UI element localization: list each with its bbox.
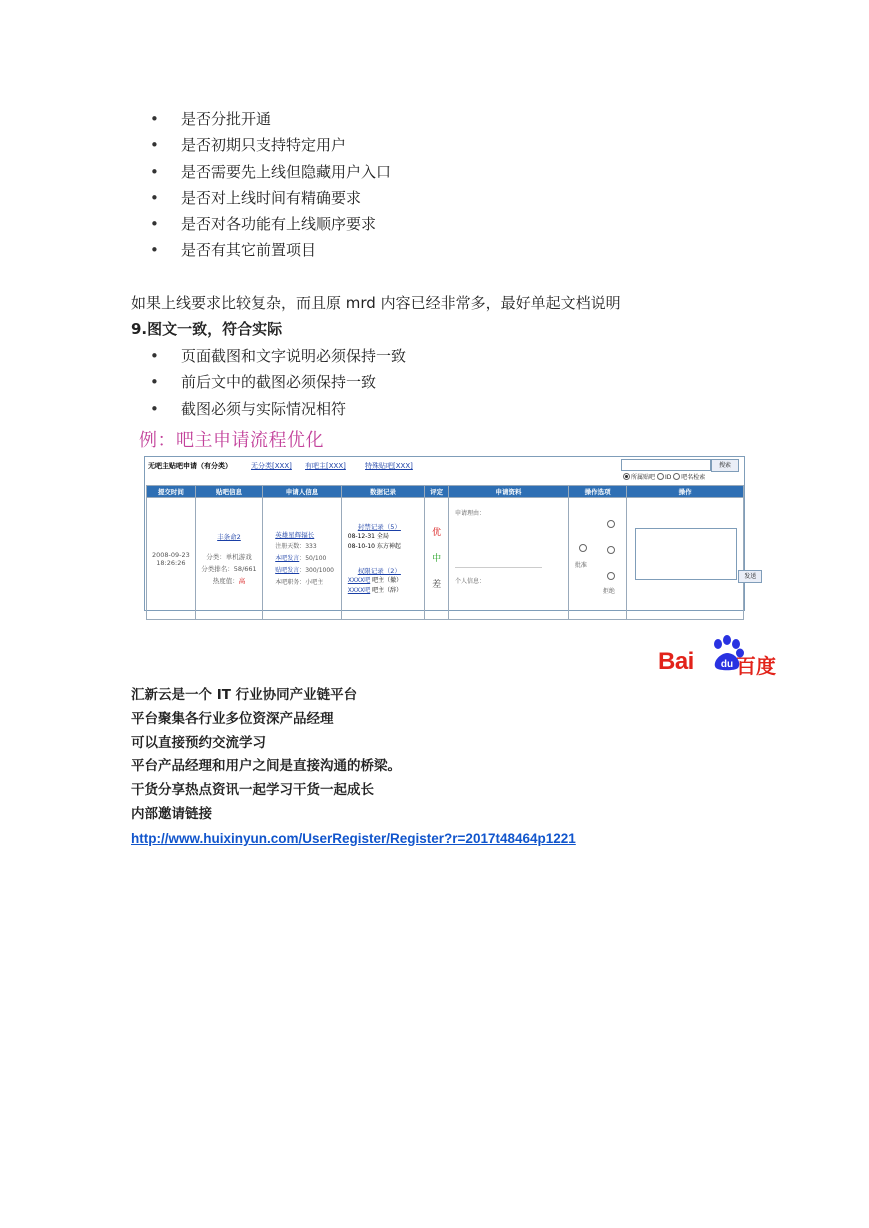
column-header: 评定 <box>425 486 449 498</box>
filter-link-has-owner[interactable]: 有吧主[XXX] <box>305 462 346 470</box>
posts-link[interactable]: 本吧发言 <box>275 554 300 562</box>
options-cell: 批准 拒绝 <box>568 498 626 620</box>
promo-line: 可以直接预约交流学习 <box>131 734 266 751</box>
column-header: 操作选项 <box>568 486 626 498</box>
perm-record-link[interactable]: 权限记录（2） <box>357 566 401 575</box>
search-input[interactable] <box>621 459 711 471</box>
promo-line: 内部邀请链接 <box>131 805 212 822</box>
invite-link[interactable]: http://www.huixinyun.com/UserRegister/Register?r=2017t48464p1221 <box>131 830 576 846</box>
promo-block <box>131 684 576 852</box>
message-textarea[interactable] <box>635 528 737 580</box>
search-button[interactable]: 搜索 <box>711 459 739 472</box>
example-title: 例：吧主申请流程优化 <box>139 430 324 451</box>
filter-link-special[interactable]: 特殊贴吧[XXX] <box>365 462 413 470</box>
search-scope-radios[interactable]: 所属贴吧 ID 吧名检索 <box>623 472 705 481</box>
list-item: • 是否有其它前置项目 <box>150 237 391 263</box>
column-header: 贴吧信息 <box>195 486 262 498</box>
table-header-row <box>147 486 744 498</box>
column-header: 申请资料 <box>448 486 568 498</box>
bar-posts-link[interactable]: 贴吧发言 <box>275 566 300 574</box>
records-cell: 封禁记录（5） 08-12-31 全局 08-10-10 东方神起 权限记录（2） XXXX吧 吧主（撤） XXXX吧 吧主（辞） <box>341 498 424 620</box>
promo-line: 平台产品经理和用户之间是直接沟通的桥梁。 <box>131 758 401 775</box>
option-radio[interactable] <box>607 520 615 528</box>
send-button[interactable]: 发送 <box>738 570 762 583</box>
filter-link-no-category[interactable]: 无分类[XXX] <box>251 462 292 470</box>
radio-icon[interactable] <box>623 473 630 480</box>
list-item: • 是否对上线时间有精确要求 <box>150 185 391 211</box>
rating-cell <box>425 498 449 620</box>
list-item: • 是否对各功能有上线顺序要求 <box>150 211 391 237</box>
table-row <box>147 498 744 620</box>
bar-name-link[interactable]: 丰条命2 <box>217 532 241 541</box>
baidu-chinese-text: 百度 <box>736 654 776 678</box>
list-item: • 是否需要先上线但隐藏用户入口 <box>150 159 391 185</box>
baidu-latin-text: Bai <box>658 648 694 675</box>
example-screenshot <box>144 456 757 611</box>
column-header: 数据记录 <box>341 486 424 498</box>
list-item: • 是否初期只支持特定用户 <box>150 132 391 158</box>
bullet-list-screenshots <box>150 343 406 422</box>
list-item: • 页面截图和文字说明必须保持一致 <box>150 343 406 369</box>
applicant-cell: 英雄星辉辐长 注册天数：333 本吧发言：50/100 贴吧发言：300/1000 本吧职务：小吧主 <box>263 498 342 620</box>
approve-radio[interactable] <box>579 544 587 552</box>
action-cell <box>627 498 757 620</box>
promo-line: 汇新云是一个 IT 行业协同产业链平台 <box>131 687 358 703</box>
screenshot-title: 无吧主贴吧申请（有分类） <box>148 462 232 470</box>
list-item: • 前后文中的截图必须保持一致 <box>150 369 406 395</box>
column-header: 提交时间 <box>147 486 196 498</box>
bullet-list-launch <box>150 106 391 264</box>
list-item: • 截图必须与实际情况相符 <box>150 396 406 422</box>
list-item: • 是否分批开通 <box>150 106 391 132</box>
rating-bad[interactable]: 差 <box>432 579 442 590</box>
rating-mid[interactable]: 中 <box>432 553 442 564</box>
column-header: 申请人信息 <box>263 486 342 498</box>
application-info-cell: 申请理由： 个人信息： <box>448 498 568 620</box>
bar-info-cell: 丰条命2 分类：单机游戏 分类排名：58/661 热度值：高 <box>195 498 262 620</box>
option-radio[interactable] <box>607 546 615 554</box>
rating-good[interactable]: 优 <box>432 527 442 538</box>
baidu-du-text: du <box>720 659 734 670</box>
radio-icon[interactable] <box>673 473 680 480</box>
ban-record-link[interactable]: 封禁记录（5） <box>357 522 401 531</box>
paragraph-text: 如果上线要求比较复杂，而且原 mrd 内容已经非常多，最好单起文档说明 <box>131 294 621 312</box>
radio-icon[interactable] <box>657 473 664 480</box>
baidu-logo <box>656 632 790 680</box>
promo-line: 平台聚集各行业多位资深产品经理 <box>131 710 334 727</box>
section-heading: 9.图文一致，符合实际 <box>131 320 283 338</box>
column-header: 操作 <box>627 486 744 498</box>
reject-radio[interactable] <box>607 572 615 580</box>
promo-line: 干货分享热点资讯一起学习干货一起成长 <box>131 782 374 799</box>
submit-time-cell: 2008-09-23 18:26:26 <box>147 498 196 620</box>
applicant-name-link[interactable]: 英雄星辉辐长 <box>275 530 315 539</box>
screenshot-toolbar <box>145 457 744 483</box>
application-table <box>146 485 757 620</box>
